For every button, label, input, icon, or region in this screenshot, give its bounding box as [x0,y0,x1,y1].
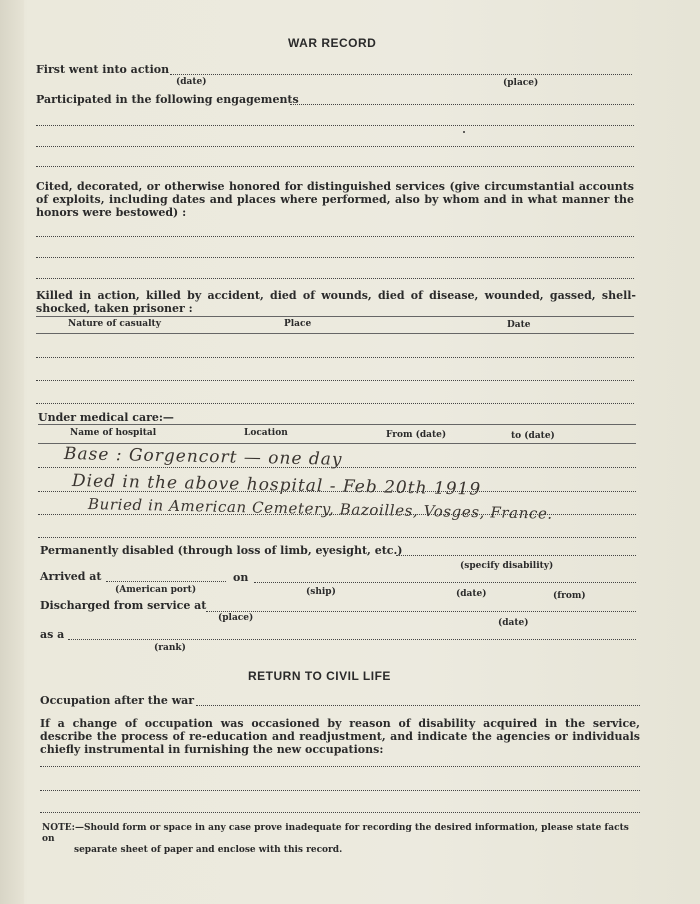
casualty-rule-top [36,316,634,317]
civil-section-title: RETURN TO CIVIL LIFE [248,669,391,683]
first-action-place-label: (place) [503,78,539,88]
arrived-ship: (ship) [306,587,336,597]
arrived-ship-line [254,582,636,583]
discharged-place: (place) [218,613,254,623]
arrived-on-label: on [233,571,249,584]
ink-speck [463,131,465,133]
engagements-line-2 [36,125,634,126]
engagements-line-4 [36,166,634,167]
medical-col-to: to (date) [511,431,555,441]
engagements-label: Participated in the following engagements [36,93,299,106]
occupation-line [196,705,640,706]
disabled-label: Permanently disabled (through loss of limb, eyesight, etc.) [40,544,403,557]
cited-line-1 [36,236,634,237]
medical-line-4 [38,537,636,538]
handwritten-line-3: Buried in American Cemetery, Bazoilles, Vosges, France. [87,495,553,523]
first-action-date-label: (date) [176,77,207,87]
civil-line-3 [40,812,640,813]
medical-rule-bottom [38,443,636,444]
disabled-line [396,555,636,556]
medical-col-hospital: Name of hospital [70,428,157,438]
rank-label: as a [40,628,65,641]
paper-edge [0,0,24,904]
discharged-date: (date) [498,618,529,628]
arrived-port: (American port) [115,585,197,595]
engagements-line-3 [36,146,634,147]
arrived-port-line [106,581,226,582]
medical-line-2 [38,491,636,492]
cited-text: Cited, decorated, or otherwise honored for distinguished services (give circumstantial accounts of exploits, including dates and places where performed, also by whom and in what manner the honors were bestowed) : [36,180,634,219]
first-action-label: First went into action [36,63,170,76]
occupation-label: Occupation after the war [40,694,195,707]
medical-label: Under medical care:— [38,411,174,424]
medical-col-from: From (date) [386,430,447,440]
cited-line-2 [36,257,634,258]
disabled-specify: (specify disability) [460,561,554,571]
casualty-col-place: Place [284,319,312,329]
rank-line [68,639,636,640]
engagements-line-1 [290,104,634,105]
medical-col-location: Location [244,428,288,438]
casualty-line-3 [36,403,634,404]
casualty-col-date: Date [507,320,531,330]
casualty-col-nature: Nature of casualty [68,319,161,329]
medical-line-1 [38,467,636,468]
casualty-line-2 [36,380,634,381]
arrived-date: (date) [456,589,487,599]
change-occupation-text: If a change of occupation was occasioned by reason of disability acquired in the service, describe the process of re-education and readjustment, and indicate the agencies or individuals chiefly instrumental in furnishing the new occupations: [40,717,640,756]
rank-sub: (rank) [154,643,186,653]
note-text [42,823,642,856]
arrived-label: Arrived at [40,570,102,583]
casualty-rule-bottom [36,333,634,334]
discharged-label: Discharged from service at [40,599,207,612]
cited-line-3 [36,278,634,279]
handwritten-line-1: Base : Gorgencort — one day [63,444,343,470]
page-title: WAR RECORD [288,36,377,50]
discharged-line [206,611,636,612]
note-lead: NOTE:—Should form or space in any case prove inadequate for recording the desired information, please state facts on [42,823,629,844]
note-continuation: separate sheet of paper and enclose with this record. [74,845,343,855]
civil-line-2 [40,790,640,791]
casualty-line-1 [36,357,634,358]
handwritten-line-2: Died in the above hospital - Feb 20th 1919 [71,471,482,500]
casualty-text: Killed in action, killed by accident, died of wounds, died of disease, wounded, gassed, shell-shocked, taken prisoner : [36,289,636,315]
medical-rule-top [38,424,636,425]
civil-line-1 [40,766,640,767]
first-action-line [170,74,632,75]
medical-line-3 [38,514,636,515]
arrived-from: (from) [553,591,586,601]
